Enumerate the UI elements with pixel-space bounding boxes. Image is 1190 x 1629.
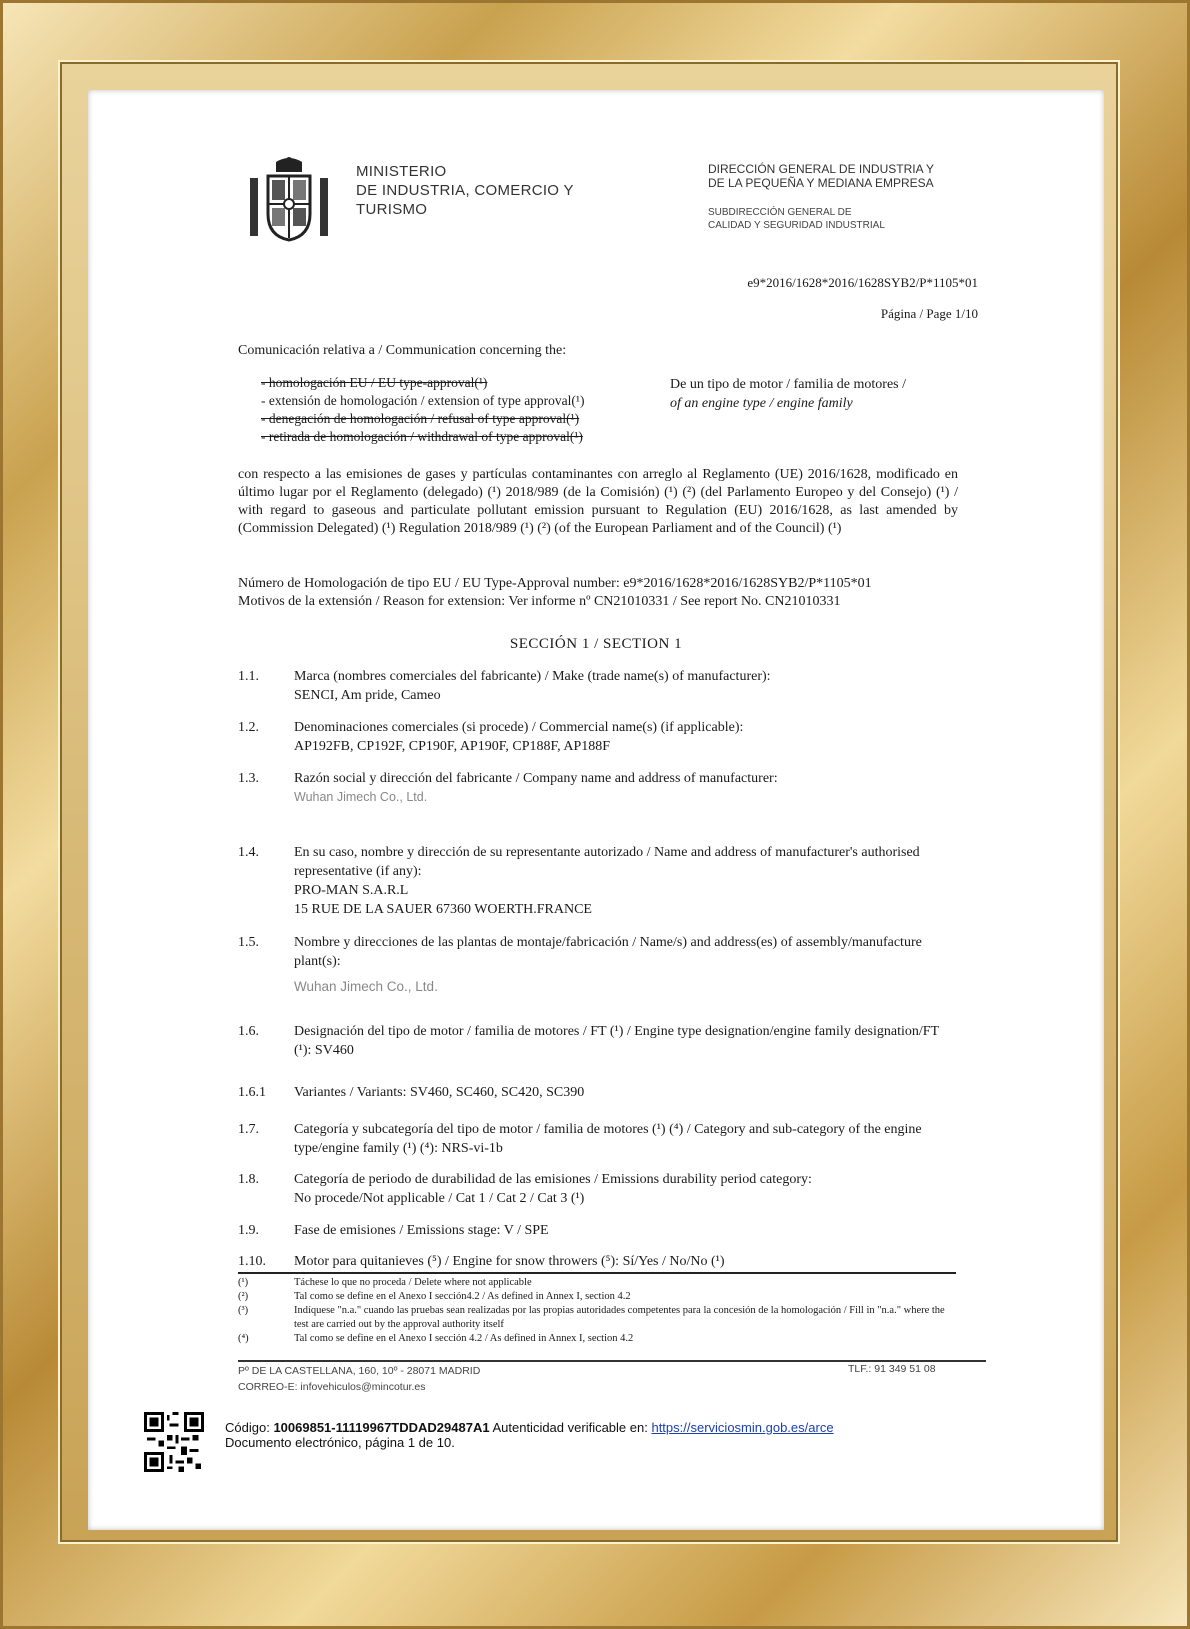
item-label: Categoría de periodo de durabilidad de las emisiones / Emissions durability period category: [294, 1172, 812, 1187]
verification-block [225, 1420, 834, 1450]
verification-line [225, 1420, 834, 1435]
footnote-text: Táchese lo que no proceda / Delete where not applicable [294, 1277, 532, 1288]
footnote-text: Tal como se define en el Anexo I sección 4.2 / As defined in Annex I, section 4.2 [294, 1333, 634, 1344]
engine-family-text [670, 375, 906, 413]
item-number: 1.6. [238, 1024, 259, 1039]
item-value: SENCI, Am pride, Cameo [294, 688, 441, 703]
item-number: 1.8. [238, 1172, 259, 1187]
footnote-marker: (⁴) [238, 1333, 249, 1344]
footnote [238, 1332, 958, 1346]
footnote-marker: (²) [238, 1291, 249, 1302]
item-label: Marca (nombres comerciales del fabricante) / Make (trade name(s) of manufacturer): [294, 669, 771, 684]
approval-details [238, 575, 872, 611]
item-value: NRS-vi-1b [441, 1141, 503, 1156]
item-label: Denominaciones comerciales (si procede) / Commercial name(s) (if applicable): [294, 720, 744, 735]
verification-link[interactable]: https://serviciosmin.gob.es/arce [651, 1420, 834, 1435]
footnote [238, 1304, 958, 1332]
directorate-line: DIRECCIÓN GENERAL DE INDUSTRIA Y [708, 162, 935, 176]
footer-address [238, 1363, 480, 1395]
ministry-line: TURISMO [356, 201, 428, 218]
approval-reference: e9*2016/1628*2016/1628SYB2/P*1105*01 [747, 275, 978, 290]
ministry-line: DE INDUSTRIA, COMERCIO Y [356, 182, 574, 199]
directorate-name [708, 162, 934, 190]
item-value: Wuhan Jimech Co., Ltd. [294, 979, 438, 994]
ministry-line: MINISTERIO [356, 163, 447, 180]
item-number: 1.5. [238, 935, 259, 950]
item-value: AP192FB, CP192F, CP190F, AP190F, CP188F, AP188F [294, 739, 611, 754]
item-value: SV460 [314, 1043, 354, 1058]
item-number: 1.9. [238, 1223, 259, 1238]
item-number: 1.4. [238, 845, 259, 860]
item-label: En su caso, nombre y dirección de su representante autorizado / Name and address of manufacturer's authorised representative (if any): [294, 845, 920, 879]
option-type-approval: - homologación EU / EU type-approval(¹) [261, 375, 488, 390]
item-label: Razón social y dirección del fabricante / Company name and address of manufacturer: [294, 771, 778, 786]
email-line: CORREO-E: infovehiculos@mincotur.es [238, 1381, 426, 1393]
approval-number: Número de Homologación de tipo EU / EU Type-Approval number: e9*2016/1628*2016/1628SYB2/P*1105*01 [238, 576, 872, 591]
code-label: Código: [225, 1420, 270, 1435]
item-value: V / SPE [503, 1223, 549, 1238]
footnote-text: Indíquese "n.a." cuando las pruebas sean realizadas por las propias autoridades competentes para la concesión de la homologación / Fill in "n.a." where the test are carried out by the approval authority itself [294, 1305, 945, 1330]
footer-phone: TLF.: 91 349 51 08 [848, 1363, 936, 1375]
item-label: Designación del tipo de motor / familia de motores / FT (¹) / Engine type designation/engine family designation/FT (¹): [294, 1024, 939, 1058]
communication-options [261, 374, 584, 446]
subdirectorate-name [708, 206, 885, 232]
footnote-marker: (³) [238, 1305, 249, 1316]
extension-reason: Motivos de la extensión / Reason for extension: Ver informe nº CN21010331 / See report No. CN21010331 [238, 594, 841, 609]
subdirectorate-line: SUBDIRECCIÓN GENERAL DE [708, 207, 852, 218]
communication-heading: Comunicación relativa a / Communication concerning the: [238, 343, 567, 358]
directorate-line: DE LA PEQUEÑA Y MEDIANA EMPRESA [708, 176, 934, 190]
coat-of-arms-icon [246, 156, 332, 244]
option-refusal: - denegación de homologación / refusal of type approval(¹) [261, 411, 580, 426]
item-label: Motor para quitanieves (⁵) / Engine for snow throwers (⁵): [294, 1254, 620, 1269]
footnote-text: Tal como se define en el Anexo I sección4.2 / As defined in Annex I, section 4.2 [294, 1291, 631, 1302]
footnote-marker: (¹) [238, 1277, 249, 1288]
item-number: 1.10. [238, 1254, 266, 1269]
option-withdrawal: - retirada de homologación / withdrawal of type approval(¹) [261, 429, 583, 444]
item-number: 1.7. [238, 1122, 259, 1137]
item-value: Wuhan Jimech Co., Ltd. [294, 790, 428, 804]
footnote [238, 1290, 958, 1304]
item-number: 1.3. [238, 771, 259, 786]
footnotes [238, 1276, 958, 1346]
option-extension: - extensión de homologación / extension of type approval(¹) [261, 393, 585, 408]
item-value: PRO-MAN S.A.R.L [294, 883, 409, 898]
footnote-divider [238, 1272, 956, 1274]
page-number: Página / Page 1/10 [880, 306, 978, 321]
item-label: Variantes / Variants: [294, 1085, 407, 1100]
certificate-document [88, 90, 1104, 1530]
item-number: 1.2. [238, 720, 259, 735]
ministry-name [356, 162, 574, 219]
footnote [238, 1276, 958, 1290]
qr-code-icon [144, 1412, 204, 1472]
item-label: Categoría y subcategoría del tipo de motor / familia de motores (¹) (⁴) / Category and sub-category of the engine type/engine family (¹) (⁴): [294, 1122, 922, 1156]
verification-code: 10069851-11119967TDDAD29487A1 [273, 1420, 490, 1435]
subdirectorate-line: CALIDAD Y SEGURIDAD INDUSTRIAL [708, 220, 885, 231]
footer-divider [238, 1360, 986, 1362]
document-page-line: Documento electrónico, página 1 de 10. [225, 1435, 455, 1450]
family-line: De un tipo de motor / familia de motores / [670, 377, 907, 392]
section-title: SECCIÓN 1 / SECTION 1 [509, 636, 683, 652]
regulation-paragraph: con respecto a las emisiones de gases y partículas contaminantes con arreglo al Reglamento (UE) 2016/1628, modificado en último lugar por el Reglamento (delegado) (¹) 2018/989 (de la Comisión) (¹) (²) (del Parlamento Europeo y del Consejo) (¹) / with regard to gaseous and particulate pollutant emission pursuant to Regulation (EU) 2016/1628, as last amended by (Commission Delegated) (¹) Regulation 2018/989 (¹) (²) (of the European Parliament and of the Council) (¹) [238, 467, 958, 536]
item-number: 1.6.1 [238, 1085, 266, 1100]
item-value: No procede/Not applicable / Cat 1 / Cat 2 / Cat 3 (¹) [294, 1191, 585, 1206]
item-value: SV460, SC460, SC420, SC390 [410, 1085, 585, 1100]
authenticity-label: Autenticidad verificable en: [492, 1420, 648, 1435]
item-value: Sí/Yes / No/No (¹) [622, 1254, 725, 1269]
item-number: 1.1. [238, 669, 259, 684]
item-label: Fase de emisiones / Emissions stage: [294, 1223, 501, 1238]
item-value: 15 RUE DE LA SAUER 67360 WOERTH.FRANCE [294, 902, 592, 917]
address-line: Pº DE LA CASTELLANA, 160, 10º - 28071 MADRID [238, 1365, 481, 1377]
item-label: Nombre y direcciones de las plantas de montaje/fabricación / Name/s) and address(es) of assembly/manufacture plant(s): [294, 935, 922, 969]
family-line: of an engine type / engine family [670, 396, 853, 411]
